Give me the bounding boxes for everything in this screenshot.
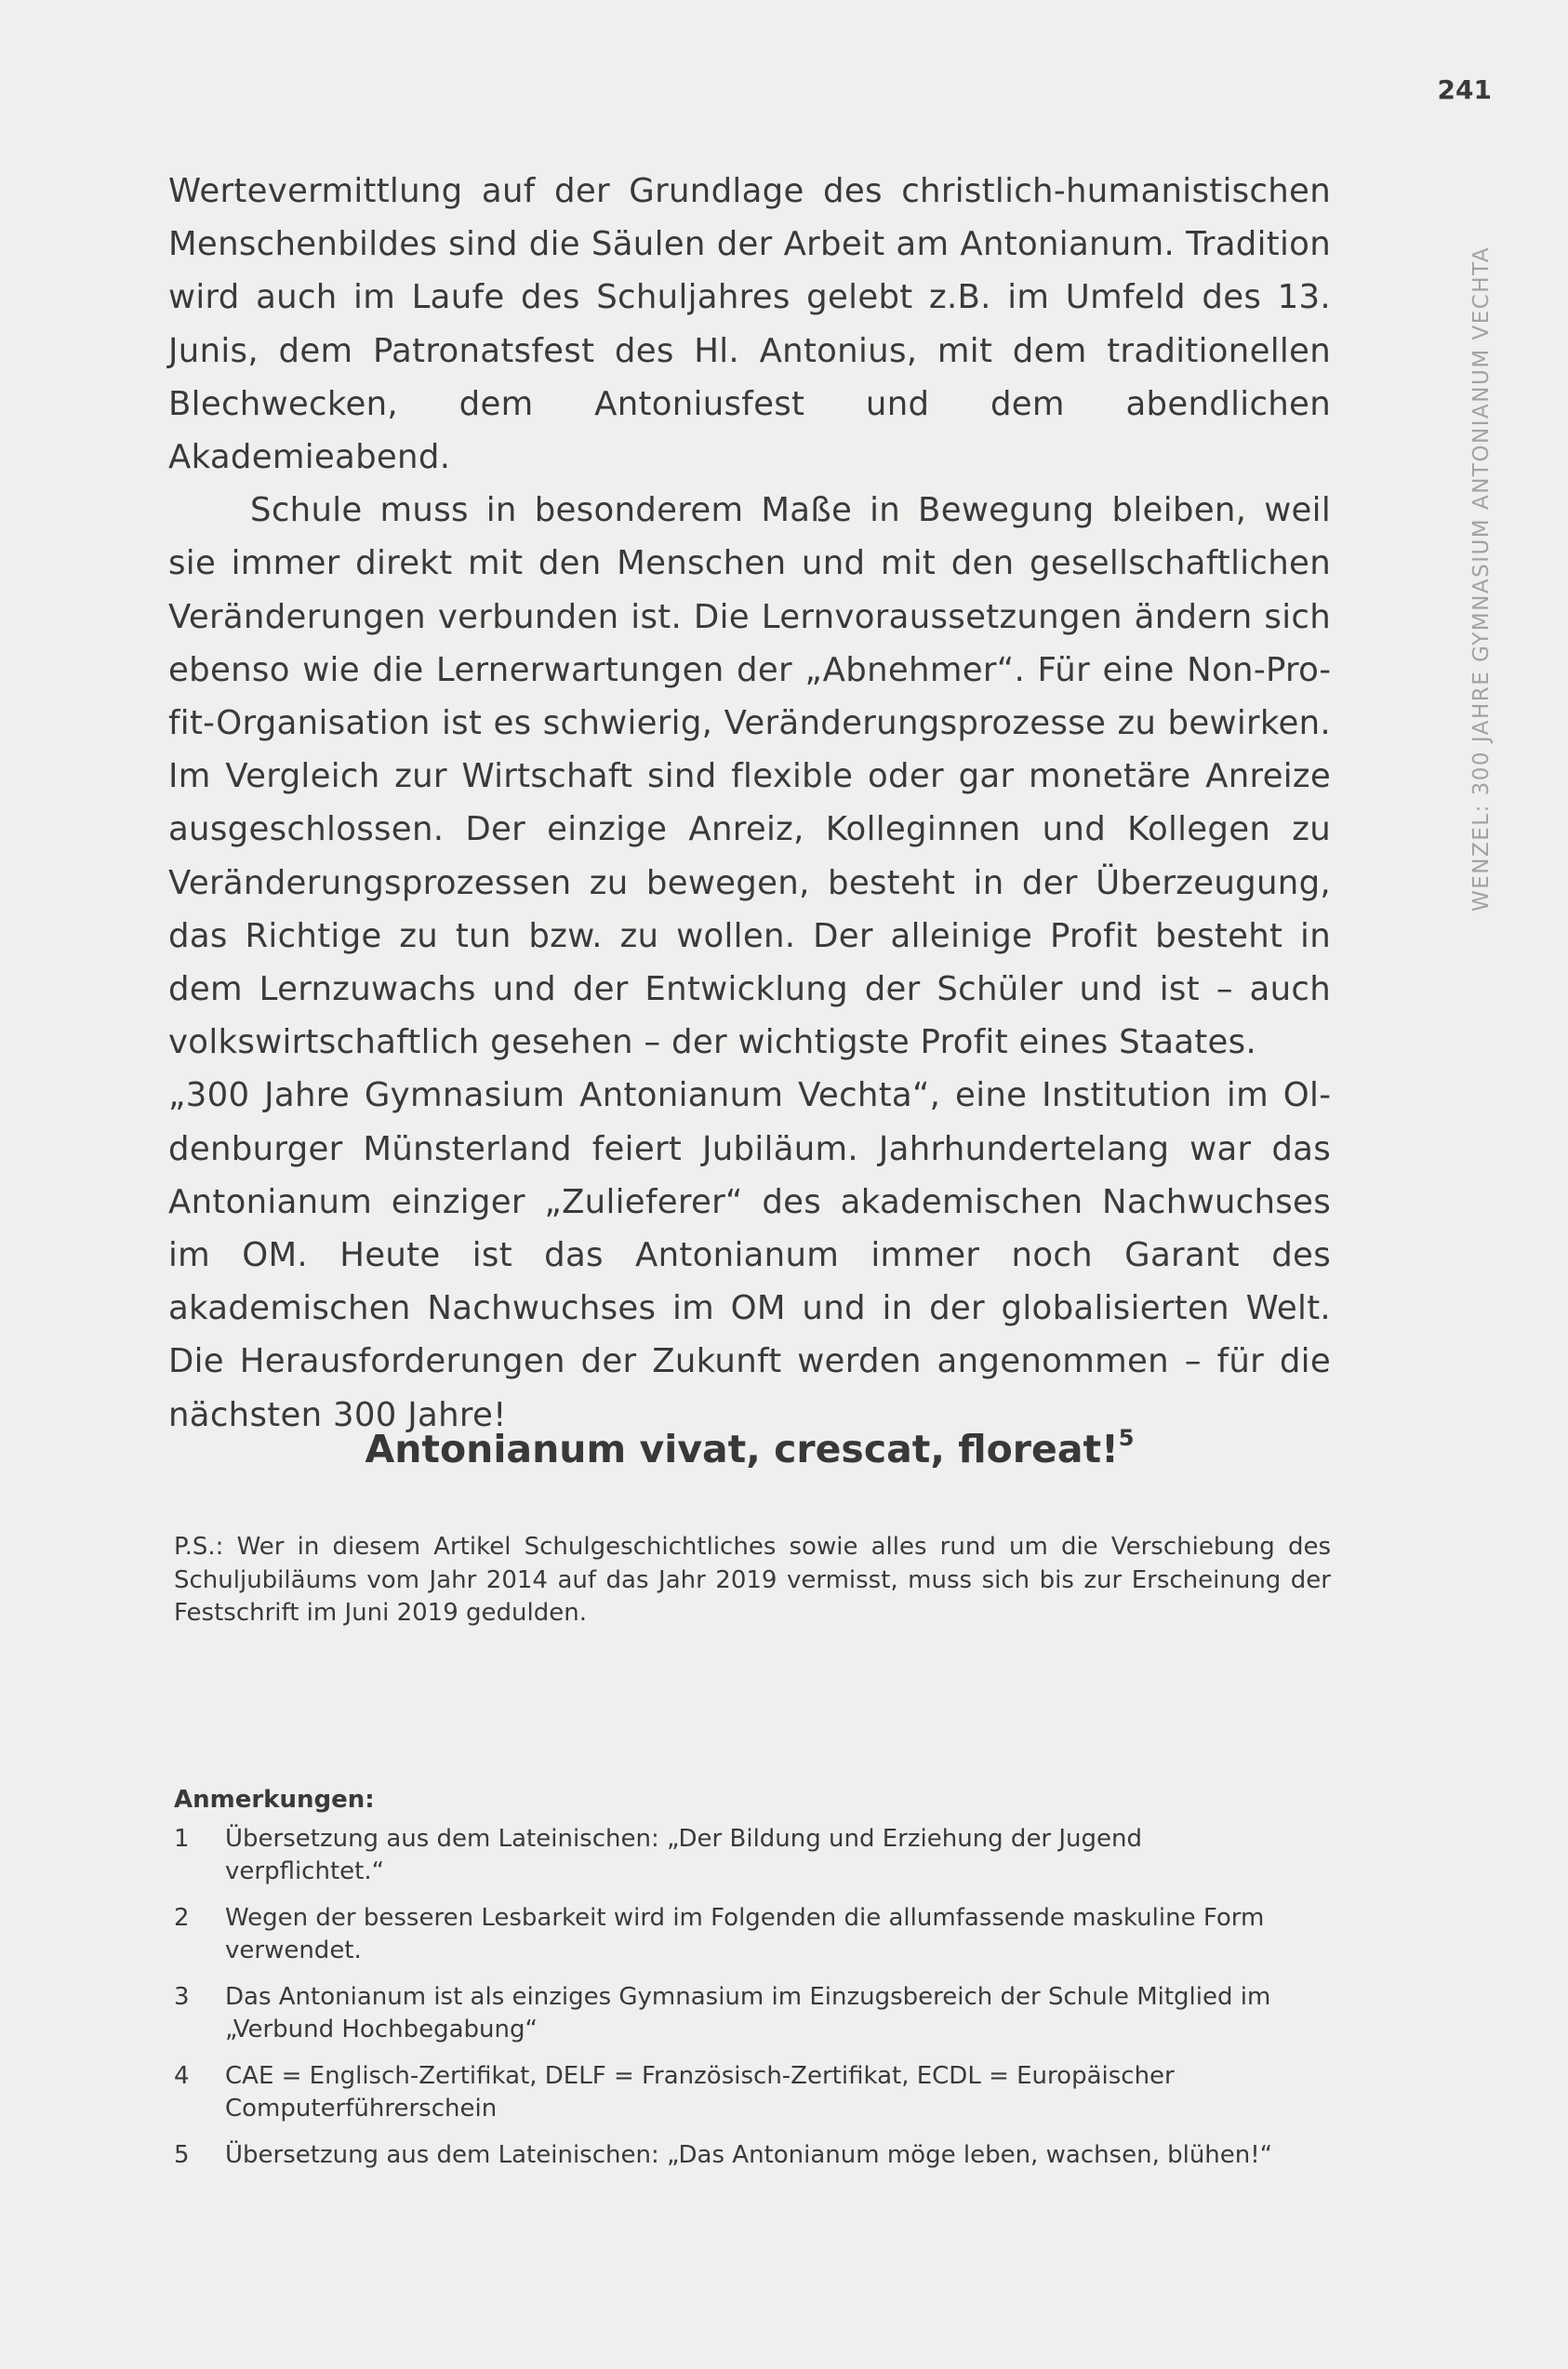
running-head-text: WENZEL: 300 JAHRE GYMNASIUM ANTONIANUM VECHTA — [1469, 246, 1494, 912]
footnote-number: 4 — [174, 2061, 190, 2090]
footnote-item — [174, 2060, 1331, 2126]
footnote-number: 1 — [174, 1824, 190, 1853]
footnote-item — [174, 1902, 1331, 1968]
body-text — [168, 165, 1331, 1442]
footnote-number: 2 — [174, 1903, 190, 1932]
footnote-text: Das Antonianum ist als einziges Gymnasium im Einzugsbereich der Schule Mitglied im „Verbund Hochbegabung“ — [225, 1982, 1271, 2043]
footnote-text: Übersetzung aus dem Lateinischen: „Das Antonianum möge leben, wachsen, blühen!“ — [225, 2140, 1273, 2169]
footnotes-title: Anmerkungen: — [174, 1786, 375, 1814]
footnote-item — [174, 2139, 1331, 2173]
footnote-text: Wegen der besseren Lesbarkeit wird im Folgenden die allumfassende maskuline Form verwendet. — [225, 1903, 1265, 1964]
paragraph-3: „300 Jahre Gymnasium Antonianum Vechta“, eine Institution im Oldenburger Münsterland feiert Jubiläum. Jahrhundertelang war das Antonianum einziger „Zulieferer“ des akademischen Nachwuchses im OM. Heute ist das Antonianum immer noch Garant des akademischen Nachwuchses im OM und in der globalisierten Welt. Die Herausforderungen der Zukunft werden angenommen – für die nächsten 300 Jahre! — [168, 1076, 1331, 1434]
footnotes — [174, 1784, 1331, 2185]
footnote-number: 3 — [174, 1982, 190, 2011]
postscript: P.S.: Wer in diesem Artikel Schulgeschichtliches sowie alles rund um die Verschiebung des Schuljubiläums vom Jahr 2014 auf das Jahr 2019 vermisst, muss sich bis zur Erscheinung der Festschrift im Juni 2019 gedulden. — [174, 1533, 1331, 1627]
footnote-number: 5 — [174, 2140, 190, 2169]
footnote-text: CAE = Englisch-Zertifikat, DELF = Französisch-Zertifikat, ECDL = Europäischer Computerführerschein — [225, 2061, 1175, 2123]
footnote-text: Übersetzung aus dem Lateinischen: „Der Bildung und Erziehung der Jugend verpflichtet.“ — [225, 1824, 1143, 1885]
page-number: 241 — [1437, 74, 1492, 105]
motto-footnote-ref: 5 — [1118, 1425, 1135, 1451]
running-head — [1469, 167, 1507, 912]
paragraph-1: Wertevermittlung auf der Grundlage des christlich-humanistischen Menschenbildes sind die Säulen der Arbeit am Antonianum. Tradition wird auch im Laufe des Schuljahres gelebt z.B. im Umfeld des 13. Junis, dem Patronatsfest des Hl. Antonius, mit dem traditionellen Blechwecken, dem Antoniusfest und dem abendlichen Akademieabend. — [168, 172, 1331, 477]
footnote-item — [174, 1981, 1331, 2047]
footnote-item — [174, 1823, 1331, 1889]
motto-text: Antonianum vivat, crescat, floreat! — [365, 1427, 1119, 1471]
paragraph-2: Schule muss in besonderem Maße in Bewegung bleiben, weil sie immer direkt mit den Menschen und mit den gesellschaftlichen Veränderungen verbunden ist. Die Lernvoraussetzungen ändern sich ebenso wie die Lernerwartungen der „Abnehmer“. Für eine Non-Profit-Organisation ist es schwierig, Veränderungsprozesse zu bewirken. Im Vergleich zur Wirtschaft sind flexible oder gar monetäre Anreize ausgeschlossen. Der einzige Anreiz, Kolleginnen und Kollegen zu Veränderungsprozessen zu bewegen, besteht in der Überzeugung, das Richtige zu tun bzw. zu wollen. Der alleinige Profit besteht in dem Lernzuwachs und der Entwicklung der Schüler und ist – auch volkswirtschaftlich gesehen – der wichtigste Profit eines Staates. — [168, 491, 1331, 1062]
motto-heading — [168, 1425, 1331, 1471]
